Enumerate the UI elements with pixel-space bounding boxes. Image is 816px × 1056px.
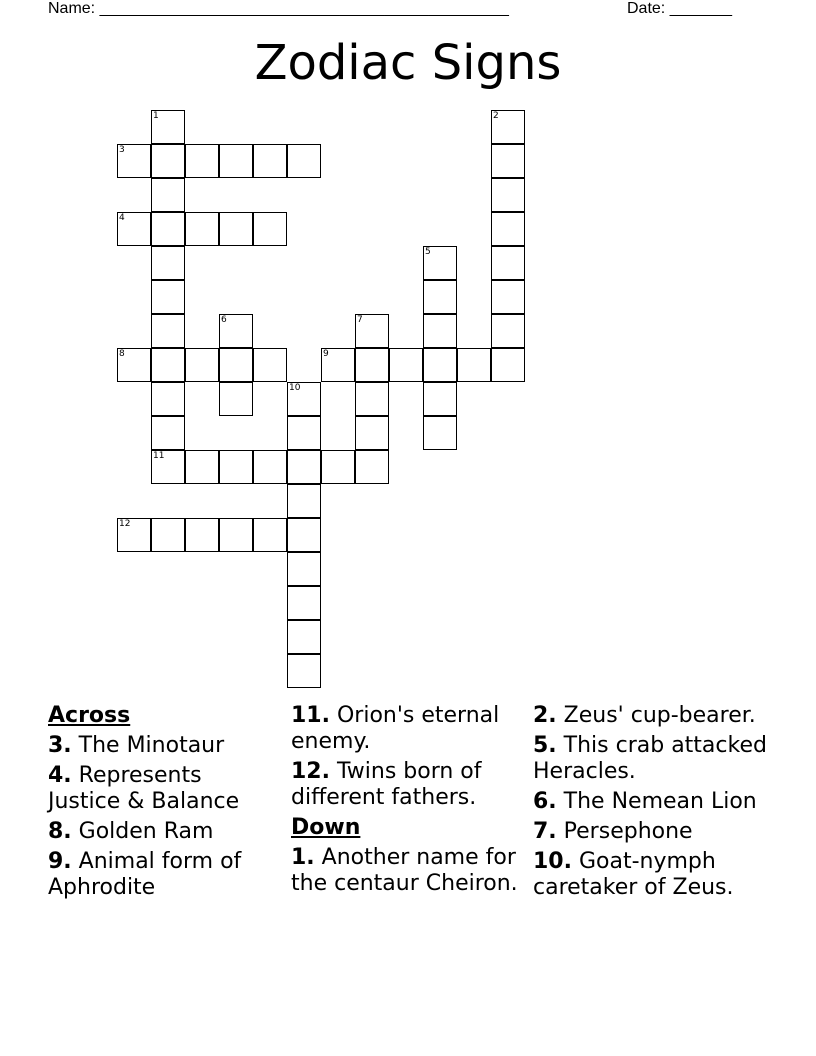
cell-number: 11 [153,451,165,461]
grid-cell[interactable] [355,348,389,382]
cell-number: 10 [289,383,301,393]
cell-number: 8 [119,349,125,359]
puzzle-title: Zodiac Signs [254,35,562,91]
clue-number: 1. [291,845,315,870]
clue-across-3 [48,733,278,759]
grid-cell[interactable] [423,416,457,450]
grid-cell[interactable] [185,144,219,178]
cell-number: 1 [153,111,159,121]
clue-down-2 [533,703,773,729]
clue-across-11 [291,703,521,755]
grid-cell[interactable] [185,212,219,246]
grid-cell[interactable] [151,144,185,178]
cell-number: 2 [493,111,499,121]
clue-down-10 [533,849,773,901]
grid-cell[interactable] [151,110,185,144]
clue-across-9 [48,849,278,901]
grid-cell[interactable] [219,212,253,246]
cell-number: 12 [119,519,131,529]
grid-cell[interactable] [253,348,287,382]
grid-cell[interactable] [151,246,185,280]
grid-cell[interactable] [423,348,457,382]
grid-cell[interactable] [253,212,287,246]
grid-cell[interactable] [355,416,389,450]
grid-cell[interactable] [287,450,321,484]
grid-cell[interactable] [117,144,151,178]
cell-number: 4 [119,213,125,223]
clue-number: 8. [48,819,72,844]
cell-number: 3 [119,145,125,155]
clue-text: The Minotaur [71,733,225,758]
grid-cell[interactable] [321,348,355,382]
clue-number: 5. [533,733,557,758]
grid-cell[interactable] [185,518,219,552]
clue-number: 7. [533,819,557,844]
grid-cell[interactable] [491,348,525,382]
grid-cell[interactable] [389,348,423,382]
clue-number: 10. [533,849,572,874]
grid-cell[interactable] [287,416,321,450]
clue-column-2 [291,703,521,901]
grid-cell[interactable] [151,280,185,314]
clue-text: Another name for the centaur Cheiron. [291,845,518,896]
cell-number: 7 [357,315,363,325]
grid-cell[interactable] [287,552,321,586]
clue-across-12 [291,759,521,811]
grid-cell[interactable] [151,518,185,552]
grid-cell[interactable] [491,314,525,348]
grid-cell[interactable] [287,518,321,552]
grid-cell[interactable] [287,382,321,416]
clue-text: Golden Ram [71,819,214,844]
down-heading: Down [291,815,361,840]
clue-number: 9. [48,849,72,874]
grid-cell[interactable] [151,382,185,416]
clue-text: Animal form of Aphrodite [48,849,242,900]
clue-number: 11. [291,703,330,728]
grid-cell[interactable] [253,450,287,484]
clue-text: This crab attacked Heracles. [533,733,767,784]
clue-down-6 [533,789,773,815]
clue-column-1 [48,703,278,905]
grid-cell[interactable] [355,450,389,484]
date-field-label: Date: _______ [627,0,732,17]
grid-cell[interactable] [219,450,253,484]
clue-down-7 [533,819,773,845]
grid-cell[interactable] [117,518,151,552]
grid-cell[interactable] [151,450,185,484]
cell-number: 9 [323,349,329,359]
clue-number: 3. [48,733,72,758]
grid-cell[interactable] [253,518,287,552]
clue-text: Goat-nymph caretaker of Zeus. [533,849,734,900]
grid-cell[interactable] [151,314,185,348]
grid-cell[interactable] [491,110,525,144]
clue-text: Zeus' cup-bearer. [556,703,756,728]
grid-cell[interactable] [287,484,321,518]
grid-cell[interactable] [117,348,151,382]
grid-cell[interactable] [185,450,219,484]
name-field-label: Name: ______________________________________________ [48,0,509,17]
grid-cell[interactable] [491,246,525,280]
clue-number: 12. [291,759,330,784]
grid-cell[interactable] [219,348,253,382]
grid-cell[interactable] [491,280,525,314]
grid-cell[interactable] [423,280,457,314]
clue-down-5 [533,733,773,785]
grid-cell[interactable] [151,178,185,212]
clue-text: Persephone [556,819,693,844]
grid-cell[interactable] [287,144,321,178]
grid-cell[interactable] [321,450,355,484]
clue-text: Represents Justice & Balance [48,763,240,814]
across-heading: Across [48,703,131,728]
grid-cell[interactable] [219,518,253,552]
grid-cell[interactable] [287,586,321,620]
grid-cell[interactable] [287,620,321,654]
grid-cell[interactable] [151,212,185,246]
clue-across-4 [48,763,278,815]
grid-cell[interactable] [491,144,525,178]
clue-column-3 [533,703,773,905]
clue-number: 6. [533,789,557,814]
grid-cell[interactable] [253,144,287,178]
grid-cell[interactable] [355,314,389,348]
grid-cell[interactable] [151,416,185,450]
cell-number: 6 [221,315,227,325]
grid-cell[interactable] [219,314,253,348]
grid-cell[interactable] [423,382,457,416]
clue-text: The Nemean Lion [556,789,757,814]
clue-number: 2. [533,703,557,728]
grid-cell[interactable] [151,348,185,382]
clue-down-1 [291,845,521,897]
grid-cell[interactable] [491,178,525,212]
grid-cell[interactable] [355,382,389,416]
grid-cell[interactable] [287,654,321,688]
grid-cell[interactable] [491,212,525,246]
clue-text: Orion's eternal enemy. [291,703,500,754]
clue-number: 4. [48,763,72,788]
grid-cell[interactable] [117,212,151,246]
grid-cell[interactable] [185,348,219,382]
grid-cell[interactable] [219,144,253,178]
clue-across-8 [48,819,278,845]
grid-cell[interactable] [423,314,457,348]
grid-cell[interactable] [457,348,491,382]
clue-text: Twins born of different fathers. [291,759,482,810]
cell-number: 5 [425,247,431,257]
grid-cell[interactable] [423,246,457,280]
grid-cell[interactable] [219,382,253,416]
